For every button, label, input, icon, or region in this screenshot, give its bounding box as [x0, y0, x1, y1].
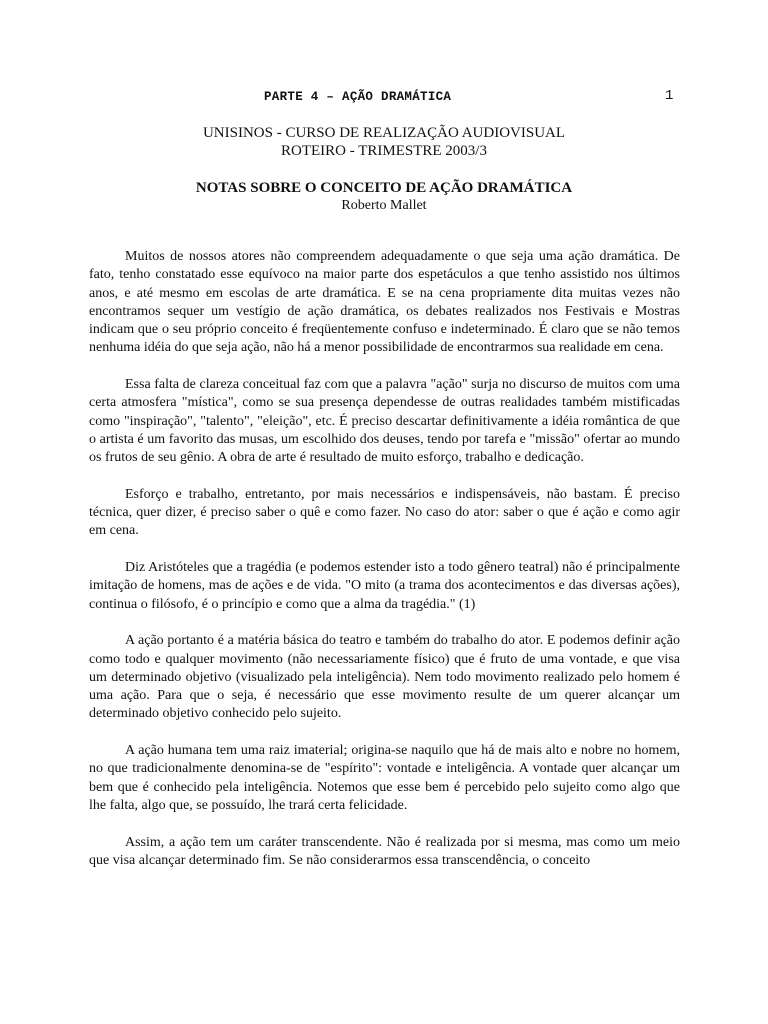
document-title: NOTAS SOBRE O CONCEITO DE AÇÃO DRAMÁTICA: [195, 180, 573, 196]
body-paragraph-1: Muitos de nossos atores não compreendem adequadamente o que seja uma ação dramática. De fato, tenho constatado esse equívoco na maior parte dos espetáculos a que tenho assistido nos últimos anos, e até mesmo em escolas de arte dramática. E se na cena propriamente dita muitas vezes não encontramos sequer um vestígio de ação dramática, os debates realizados nos Festivais e Mostras indicam que o seu próprio conceito é freqüentemente confuso e indeterminado. É claro que se não temos nenhuma idéia do que seja ação, não há a menor possibilidade de encontrarmos sua realidade em cena.: [89, 249, 680, 356]
document-body: [89, 248, 680, 888]
document-author: Roberto Mallet: [341, 198, 427, 213]
course-term: ROTEIRO - TRIMESTRE 2003/3: [281, 143, 487, 159]
title-block: [0, 124, 768, 160]
body-paragraph-2: Essa falta de clareza conceitual faz com que a palavra "ação" surja no discurso de muitos com uma certa atmosfera "mística", como se sua presença dependesse de outras realidades também mistificadas como "inspiração", "talento", "eleição", etc. É preciso descartar definitivamente a idéia romântica de que o artista é um favorito das musas, um escolhido dos deuses, tendo por tarefa e "missão" ofertar ao mundo os frutos de seu gênio. A obra de arte é resultado de muito esforço, trabalho e dedicação.: [89, 377, 680, 466]
body-paragraph-6: A ação humana tem uma raiz imaterial; origina-se naquilo que há de mais alto e nobre no homem, no que tradicionalmente denomina-se de "espírito": vontade e inteligência. A vontade quer alcançar um bem que é conhecido pela inteligência. Notemos que esse bem é percebido pelo sujeito como algo que lhe falta, algo que, se possuído, lhe trará certa felicidade.: [89, 743, 680, 813]
body-paragraph-5: A ação portanto é a matéria básica do teatro e também do trabalho do ator. E podemos definir ação como todo e qualquer movimento (não necessariamente físico) que é fruto de uma vontade, e que visa um determinado objetivo (visualizado pela inteligência). Nem todo movimento realizado pelo homem é uma ação. Para que o seja, é necessário que esse movimento resulte de um querer alcançar um determinado objetivo conhecido pelo sujeito.: [89, 633, 680, 722]
body-paragraph-3: Esforço e trabalho, entretanto, por mais necessários e indispensáveis, não bastam. É preciso técnica, quer dizer, é preciso saber o quê e como fazer. No caso do ator: saber o que é ação e como agir em cena.: [89, 486, 680, 539]
body-paragraph-7: Assim, a ação tem um caráter transcendente. Não é realizada por si mesma, mas como um meio que visa alcançar determinado fim. Se não considerarmos essa transcendência, o conceito: [89, 834, 680, 868]
body-paragraph-4: Diz Aristóteles que a tragédia (e podemos estender isto a todo gênero teatral) não é principalmente imitação de homens, mas de ações e de vida. "O mito (a trama dos acontecimentos e das diversas ações), continua o filósofo, é o princípio e como que a alma da tragédia." (1): [89, 560, 680, 612]
page-number: 1: [665, 88, 674, 104]
running-header: PARTE 4 – AÇÃO DRAMÁTICA: [264, 90, 452, 104]
course-name: UNISINOS - CURSO DE REALIZAÇÃO AUDIOVISUAL: [202, 125, 566, 141]
